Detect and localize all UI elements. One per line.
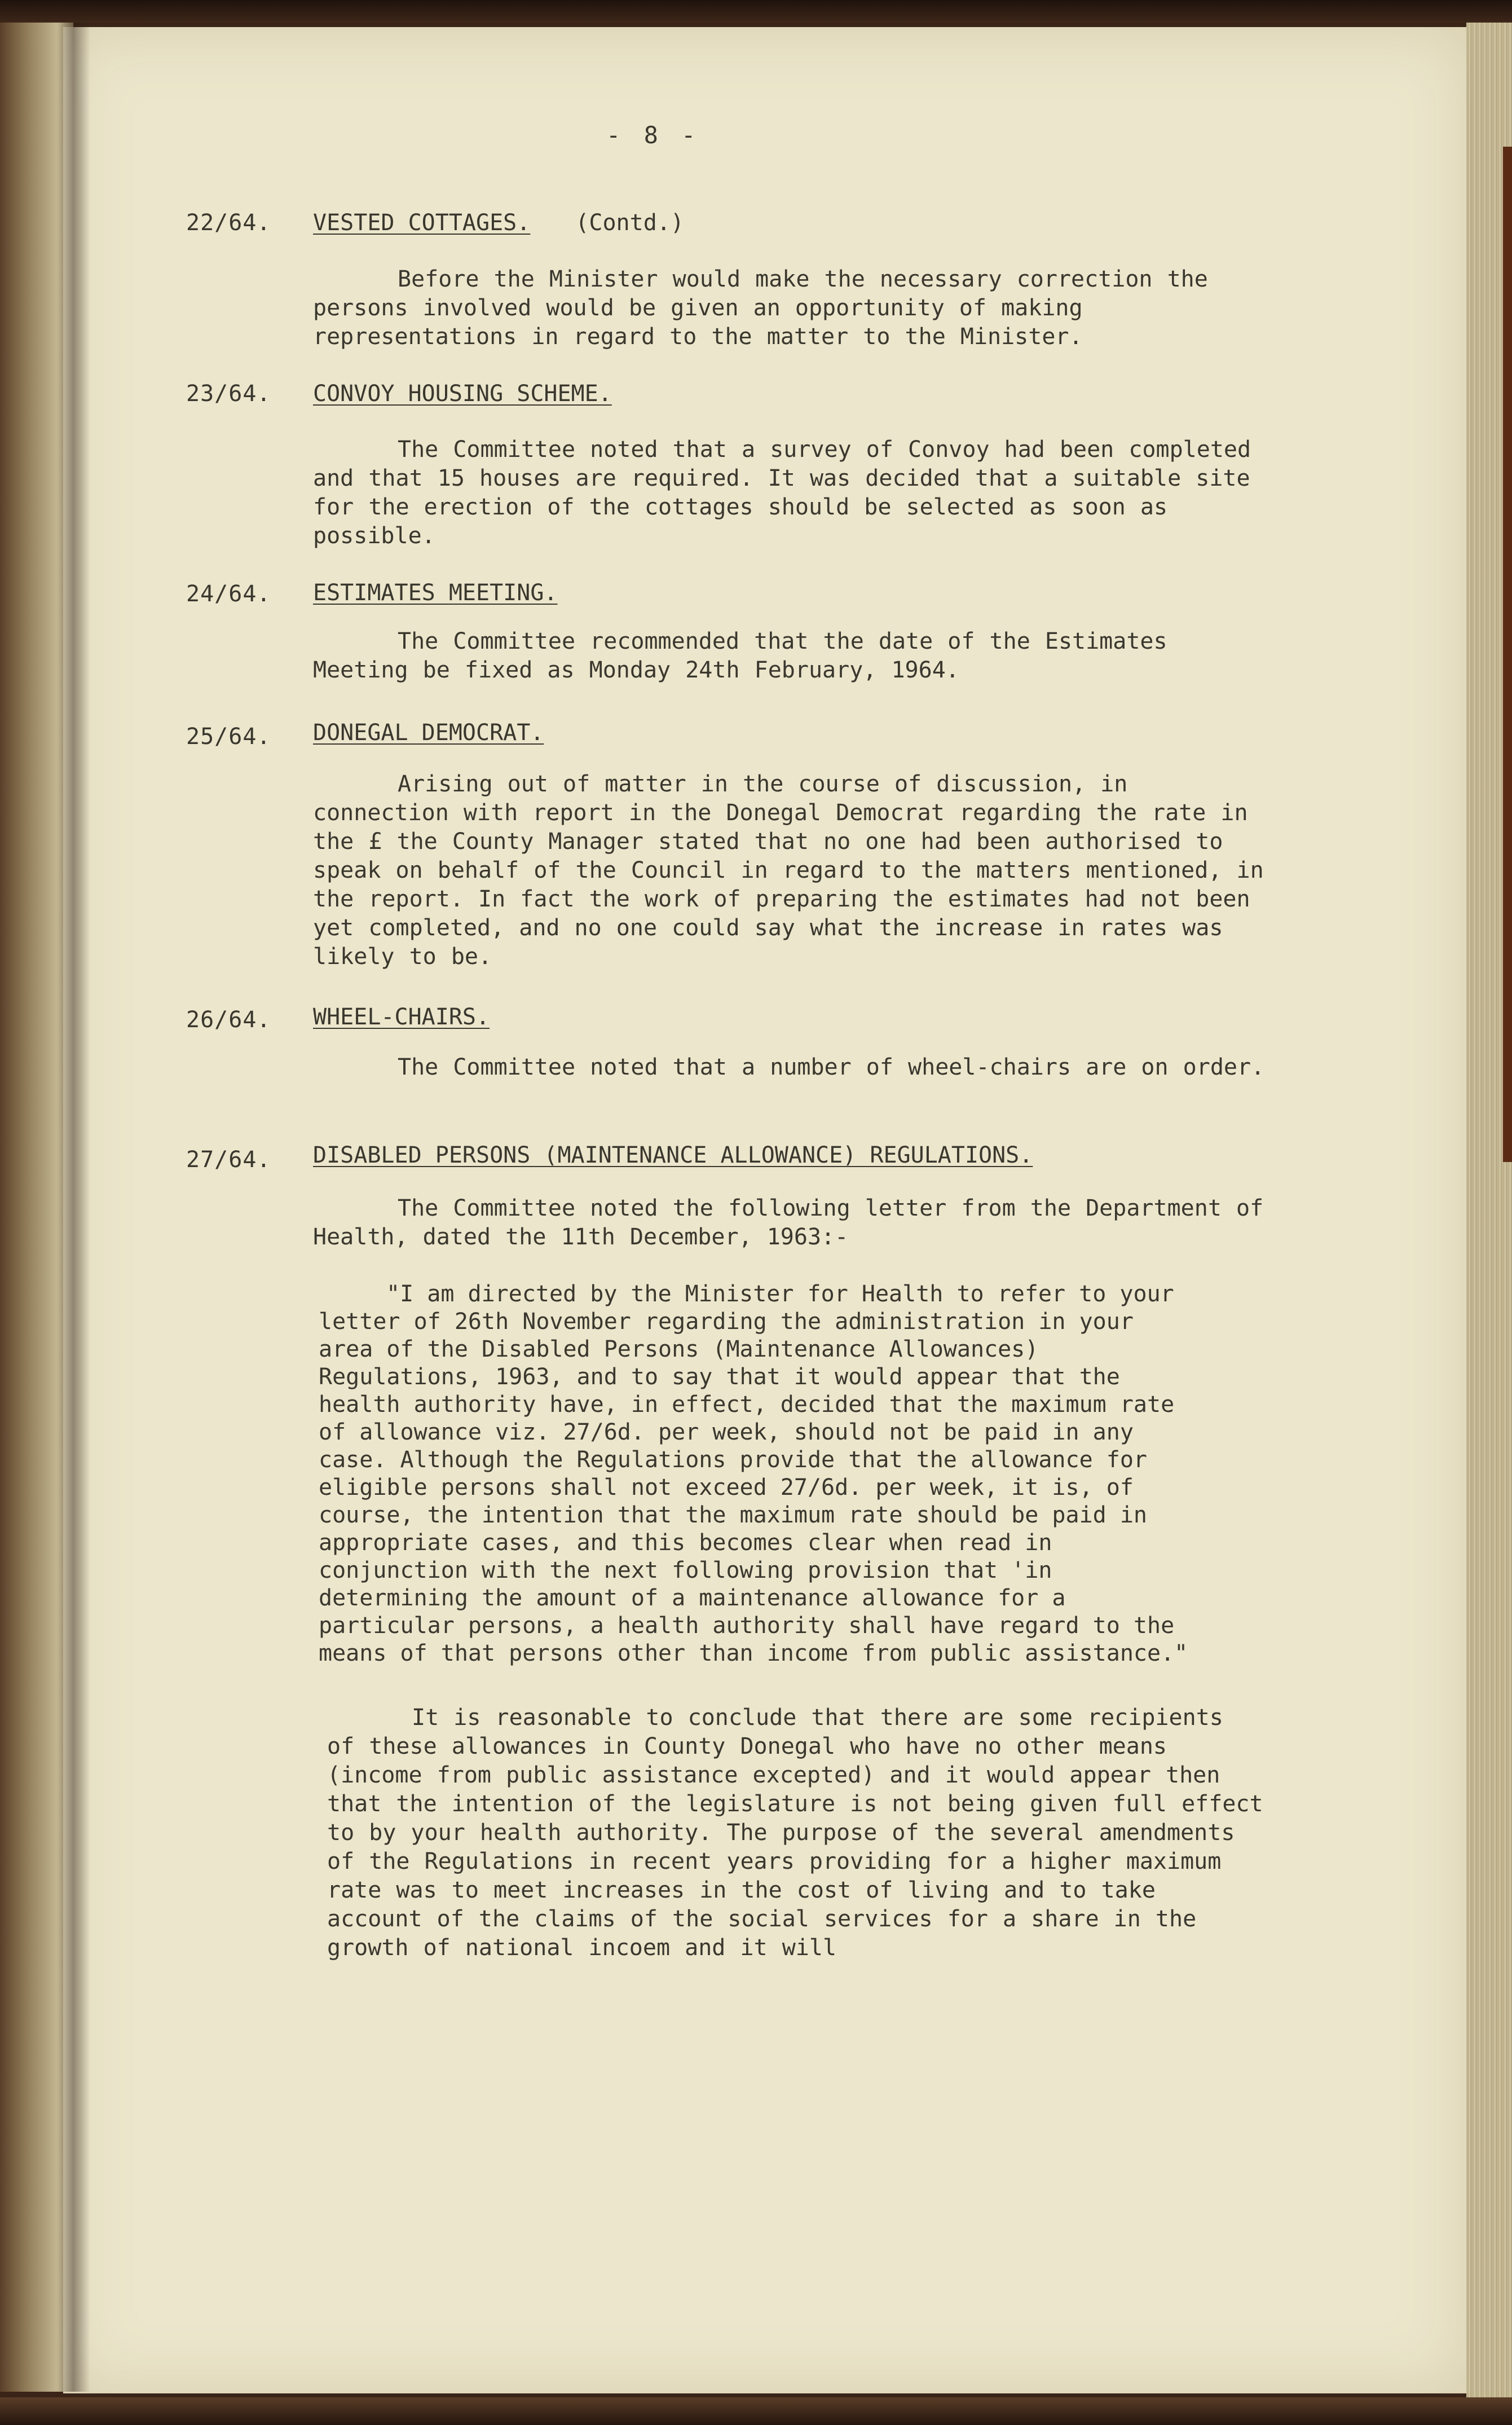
item-number: 23/64. <box>186 381 271 407</box>
item-heading <box>313 1004 490 1030</box>
item-heading-text: WHEEL-CHAIRS. <box>313 1004 490 1030</box>
item-heading <box>313 1142 1033 1168</box>
item-heading-text: VESTED COTTAGES. <box>313 210 531 236</box>
item-paragraph: The Committee noted the following letter from the Department of Health, dated the 11th December, 1963:- <box>313 1195 1264 1250</box>
item-paragraph: The Committee recommended that the date of the Estimates Meeting be fixed as Monday 24th February, 1964. <box>313 628 1167 683</box>
item-heading <box>313 381 612 407</box>
item-heading <box>313 580 557 606</box>
item-heading-text: DONEGAL DEMOCRAT. <box>313 720 544 746</box>
item-paragraph: It is reasonable to conclude that there are some recipients of these allowances in County Donegal who have no other means (income from public assistance excepted) and it would appear then that the intention of the legislature is not being given full effect to by your health authority. The purpose of the several amendments of the Regulations in recent years providing for a higher maximum rate was to meet increases in the cost of living and to take account of the claims of the social services for a share in the growth of national incoem and it will <box>327 1705 1263 1961</box>
item-heading-text: CONVOY HOUSING SCHEME. <box>313 381 612 407</box>
item-heading-text: DISABLED PERSONS (MAINTENANCE ALLOWANCE) REGULATIONS. <box>313 1142 1033 1168</box>
item-number: 27/64. <box>186 1147 271 1173</box>
item-paragraph: The Committee noted that a survey of Convoy had been completed and that 15 houses are required. It was decided that a suitable site for the erection of the cottages should be selected as soon as possible. <box>313 437 1251 549</box>
page-number: - 8 - <box>606 121 700 149</box>
item-paragraph: Arising out of matter in the course of discussion, in connection with report in the Donegal Democrat regarding the rate in the £ the County Manager stated that no one had been authorised to speak on behalf of the Council in regard to the matters mentioned, in the report. In fact the work of preparing the estimates had not been yet completed, and no one could say what the increase in rates was likely to be. <box>313 771 1264 970</box>
quoted-letter: "I am directed by the Minister for Health to refer to your letter of 26th November regarding the administration in your area of the Disabled Persons (Maintenance Allowances) Regulations, 1963, and to say that it would appear that the health authority have, in effect, decided that the maximum rate of allowance viz. 27/6d. per week, should not be paid in any case. Although the Regulations provide that the allowance for eligible persons shall not exceed 27/6d. per week, it is, of course, the intention that the maximum rate should be paid in appropriate cases, and this becomes clear when read in conjunction with the next following provision that 'in determining the amount of a maintenance allowance for a particular persons, a health authority shall have regard to the means of that persons other than income from public assistance." <box>319 1281 1188 1666</box>
item-number: 26/64. <box>186 1007 271 1033</box>
item-paragraph: The Committee noted that a number of wheel-chairs are on order. <box>398 1054 1265 1080</box>
item-heading <box>313 720 544 746</box>
item-number: 25/64. <box>186 724 271 750</box>
item-number: 24/64. <box>186 581 271 607</box>
item-heading-text: ESTIMATES MEETING. <box>313 580 558 606</box>
item-paragraph: Before the Minister would make the necessary correction the persons involved would be given an opportunity of making representations in regard to the matter to the Minister. <box>313 266 1208 350</box>
item-heading-suffix: (Contd.) <box>575 210 684 236</box>
item-number: 22/64. <box>186 210 271 236</box>
item-heading <box>313 210 684 236</box>
